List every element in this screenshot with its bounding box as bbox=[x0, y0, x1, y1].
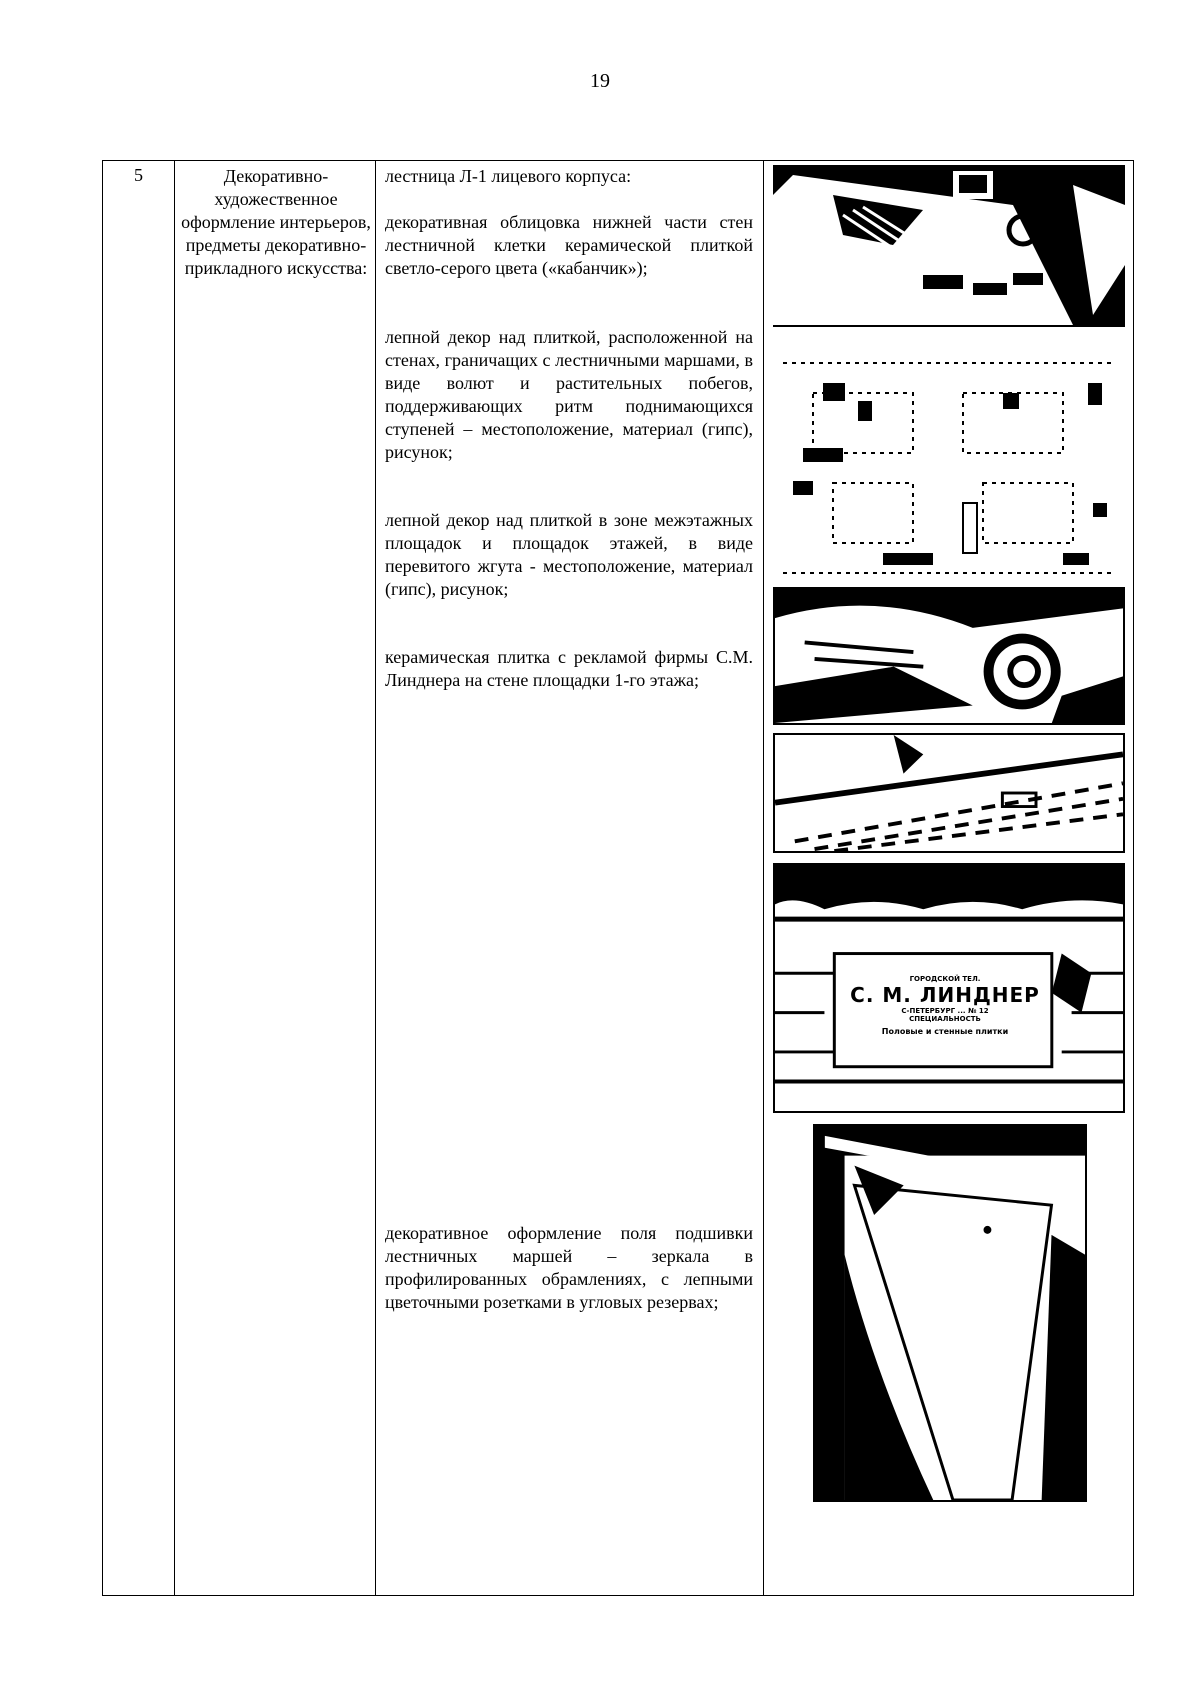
sign-line-2: С. М. ЛИНДНЕР bbox=[850, 983, 1040, 1007]
sign-line-5: Половые и стенные плитки bbox=[881, 1027, 1009, 1036]
item-tile-cladding: декоративная облицовка нижней части стен лестничной клетки керамической плиткой светло-серого цвета («кабанчик»); bbox=[385, 212, 753, 278]
photo-molding-drawing bbox=[773, 353, 1125, 581]
column-divider bbox=[763, 161, 764, 1595]
item-linder-tile: керамическая плитка с рекламой фирмы С.М. Линднера на стене площадки 1-го этажа; bbox=[385, 647, 753, 690]
photo-twisted-cord bbox=[773, 733, 1125, 853]
sign-line-3: С-ПЕТЕРБУРГ ... № 12 bbox=[901, 1007, 989, 1015]
heritage-table bbox=[102, 160, 1134, 1596]
sign-line-1: ГОРОДСКОЙ ТЕЛ. bbox=[909, 975, 981, 983]
column-divider bbox=[375, 161, 376, 1595]
page-number: 19 bbox=[590, 70, 610, 92]
item-staircase: лестница Л-1 лицевого корпуса: bbox=[385, 166, 632, 186]
column-divider bbox=[174, 161, 175, 1595]
item-twisted-cord-molding: лепной декор над плиткой в зоне межэтажных площадок и площадок этажей, в виде перевитого жгута - местоположение, материал (гипс), рисунок; bbox=[385, 510, 753, 599]
photo-ceiling-panel bbox=[813, 1124, 1087, 1502]
photo-staircase-volute bbox=[773, 165, 1125, 327]
sign-line-4: СПЕЦИАЛЬНОСТЬ bbox=[909, 1015, 981, 1023]
row-number: 5 bbox=[134, 165, 143, 185]
photo-volute-closeup bbox=[773, 587, 1125, 725]
item-ceiling-panels: декоративное оформление поля подшивки лестничных маршей – зеркала в профилированных обрамлениях, с лепными цветочными розетками в угловых резервах; bbox=[385, 1223, 753, 1312]
photo-linder-tile bbox=[773, 863, 1125, 1113]
row-category: Декоративно-художественное оформление интерьеров, предметы декоративно-прикладного искусства: bbox=[181, 166, 371, 278]
item-volute-molding: лепной декор над плиткой, расположенной на стенах, граничащих с лестничными маршами, в виде волют и растительных побегов, поддерживающих ритм поднимающихся ступеней – местоположение, материал (гипс), рисунок; bbox=[385, 327, 753, 462]
